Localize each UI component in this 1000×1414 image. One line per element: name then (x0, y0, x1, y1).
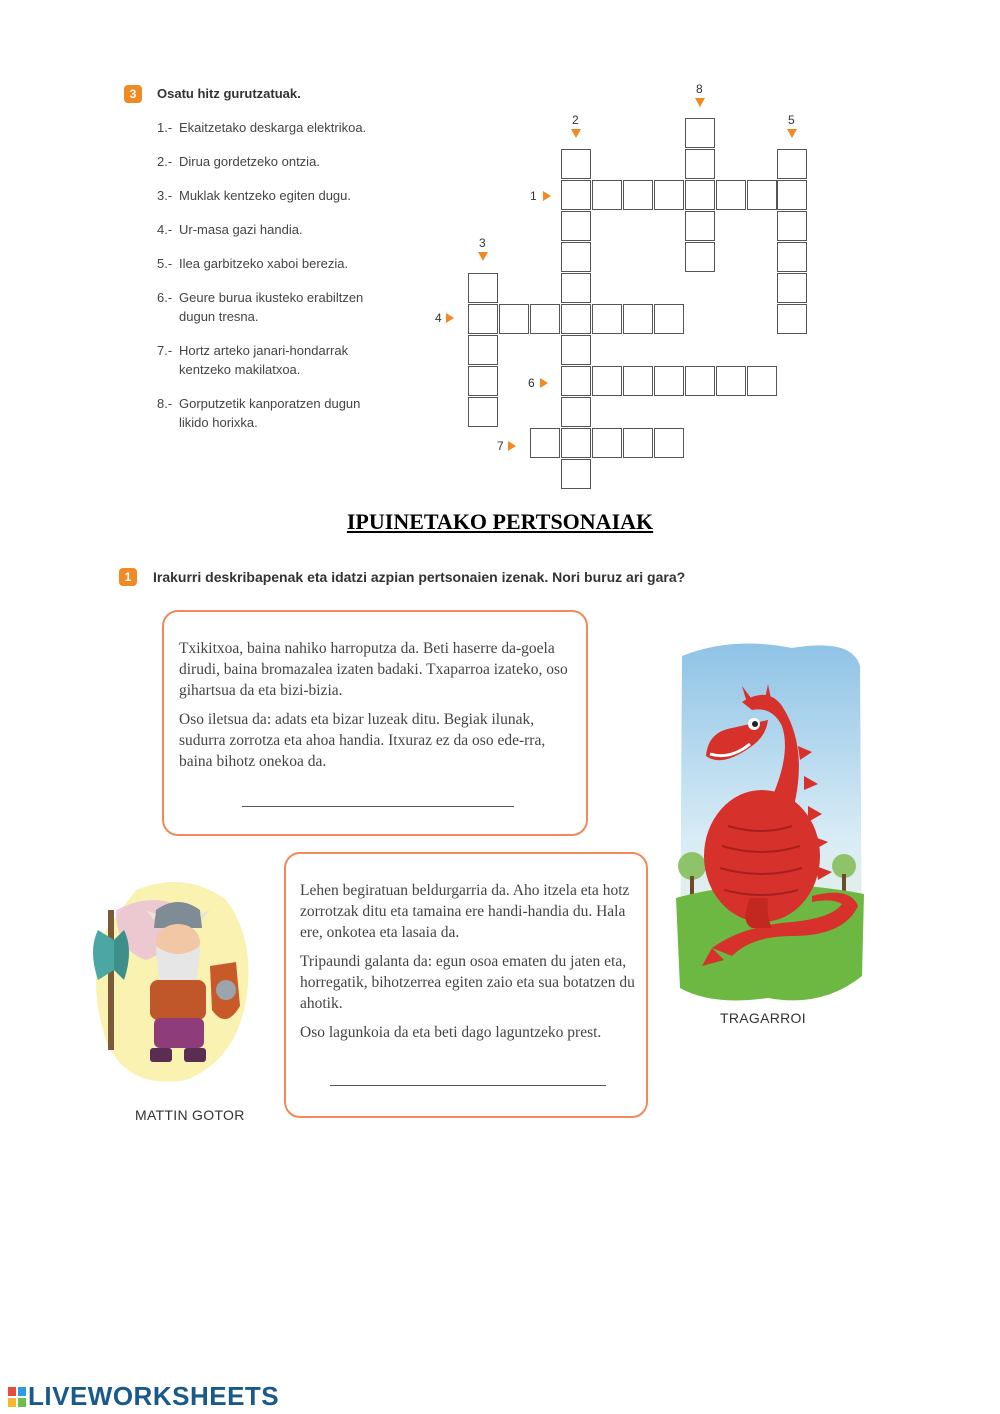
crossword-number-7: 7 (497, 439, 504, 453)
crossword-cell[interactable] (468, 335, 498, 365)
description-box-2 (284, 852, 648, 1118)
liveworksheets-logo[interactable]: LIVEWORKSHEETS (8, 1381, 279, 1412)
crossword-cell[interactable] (561, 211, 591, 241)
arrow-right-icon (540, 378, 548, 388)
crossword-number-1: 1 (530, 189, 537, 203)
crossword-cell[interactable] (561, 459, 591, 489)
description-paragraph: Tripaundi galanta da: egun osoa ematen du jaten eta, horregatik, bihotzerrea egiten zaio eta sua botatzen du ahotik. (300, 953, 635, 1012)
description-paragraph: Oso iletsua da: adats eta bizar luzeak ditu. Begiak ilunak, sudurra zorrotza eta ahoa handia. Itxuraz ez da oso ede-rra, baina bihotz onekoa da. (179, 711, 546, 770)
dragon-label: TRAGARROI (720, 1010, 806, 1026)
crossword-number-2: 2 (572, 113, 579, 127)
crossword-cell[interactable] (777, 180, 807, 210)
crossword-cell[interactable] (777, 211, 807, 241)
description-paragraph: Lehen begiratuan beldurgarria da. Aho itzela eta hotz zorrotzak ditu eta tamaina ere handi-handia du. Hala ere, onkotea eta lasaia da. (300, 882, 630, 941)
crossword-cell[interactable] (499, 304, 529, 334)
crossword-cell[interactable] (561, 397, 591, 427)
crossword-cell[interactable] (561, 304, 591, 334)
crossword-cell[interactable] (468, 304, 498, 334)
clue-1: 1.- Ekaitzetako deskarga elektrikoa. (157, 120, 367, 135)
crossword-cell[interactable] (592, 180, 622, 210)
arrow-right-icon (543, 191, 551, 201)
arrow-down-icon (571, 129, 581, 138)
crossword-cell[interactable] (561, 366, 591, 396)
crossword-cell[interactable] (685, 366, 715, 396)
crossword-cell[interactable] (561, 149, 591, 179)
crossword-cell[interactable] (561, 335, 591, 365)
description-paragraph: Oso lagunkoia da eta beti dago laguntzeko prest. (300, 1024, 602, 1041)
arrow-down-icon (478, 252, 488, 261)
crossword-cell[interactable] (468, 366, 498, 396)
description-box-1 (162, 610, 588, 836)
clue-6: 6.- Geure burua ikusteko erabiltzen dugun tresna. (157, 290, 364, 324)
logo-icon (8, 1383, 26, 1403)
crossword-cell[interactable] (777, 304, 807, 334)
arrow-down-icon (695, 98, 705, 107)
clue-4: 4.- Ur-masa gazi handia. (157, 222, 303, 237)
crossword-cell[interactable] (530, 304, 560, 334)
crossword-cell[interactable] (685, 118, 715, 148)
arrow-down-icon (787, 129, 797, 138)
crossword-cell[interactable] (468, 273, 498, 303)
crossword-cell[interactable] (561, 242, 591, 272)
dwarf-illustration (86, 870, 266, 1095)
crossword-cell[interactable] (623, 428, 653, 458)
arrow-right-icon (446, 313, 454, 323)
crossword-cell[interactable] (654, 366, 684, 396)
crossword-number-5: 5 (788, 113, 795, 127)
crossword-cell[interactable] (654, 304, 684, 334)
clue-8: 8.- Gorputzetik kanporatzen dugun likido horixka. (157, 396, 361, 430)
exercise-number-badge: 3 (124, 85, 142, 103)
crossword-cell[interactable] (561, 273, 591, 303)
crossword-number-4: 4 (435, 311, 442, 325)
crossword-cell[interactable] (654, 180, 684, 210)
crossword-cell[interactable] (623, 304, 653, 334)
crossword-cell[interactable] (716, 180, 746, 210)
exercise-number-badge: 1 (119, 568, 137, 586)
clue-7: 7.- Hortz arteko janari-hondarrak kentzeko makilatxoa. (157, 343, 349, 377)
exercise-instruction: Irakurri deskribapenak eta idatzi azpian pertsonaien izenak. Nori buruz ari gara? (153, 569, 686, 585)
crossword-cell[interactable] (530, 428, 560, 458)
crossword-cell[interactable] (777, 242, 807, 272)
answer-line[interactable] (242, 806, 514, 807)
arrow-right-icon (508, 441, 516, 451)
crossword-cell[interactable] (777, 273, 807, 303)
crossword-cell[interactable] (747, 366, 777, 396)
clue-5: 5.- Ilea garbitzeko xaboi berezia. (157, 256, 349, 271)
crossword-cell[interactable] (685, 149, 715, 179)
crossword-cell[interactable] (716, 366, 746, 396)
crossword-cell[interactable] (747, 180, 777, 210)
crossword-number-6: 6 (528, 376, 535, 390)
crossword-cell[interactable] (777, 149, 807, 179)
crossword-cell[interactable] (468, 397, 498, 427)
crossword-cell[interactable] (654, 428, 684, 458)
clue-3: 3.- Muklak kentzeko egiten dugu. (157, 188, 351, 203)
crossword-cell[interactable] (623, 180, 653, 210)
exercise-title: Osatu hitz gurutzatuak. (157, 86, 301, 101)
crossword-number-3: 3 (479, 236, 486, 250)
crossword-cell[interactable] (592, 366, 622, 396)
crossword-number-8: 8 (696, 82, 703, 96)
section-title: IPUINETAKO PERTSONAIAK (346, 509, 654, 534)
crossword-cell[interactable] (685, 211, 715, 241)
dragon-illustration (672, 636, 867, 1006)
clue-2: 2.- Dirua gordetzeko ontzia. (157, 154, 320, 169)
crossword-cell[interactable] (623, 366, 653, 396)
crossword-cell[interactable] (561, 428, 591, 458)
dwarf-label: MATTIN GOTOR (135, 1107, 245, 1123)
crossword-cell[interactable] (592, 304, 622, 334)
crossword-cell[interactable] (685, 242, 715, 272)
crossword-cell[interactable] (561, 180, 591, 210)
answer-line[interactable] (330, 1085, 606, 1086)
crossword-cell[interactable] (685, 180, 715, 210)
description-paragraph: Txikitxoa, baina nahiko harroputza da. Beti haserre da-goela dirudi, baina bromazalea izaten badaki. Txaparroa izateko, oso gihartsua da eta bizi-bizia. (179, 640, 568, 699)
crossword-cell[interactable] (592, 428, 622, 458)
